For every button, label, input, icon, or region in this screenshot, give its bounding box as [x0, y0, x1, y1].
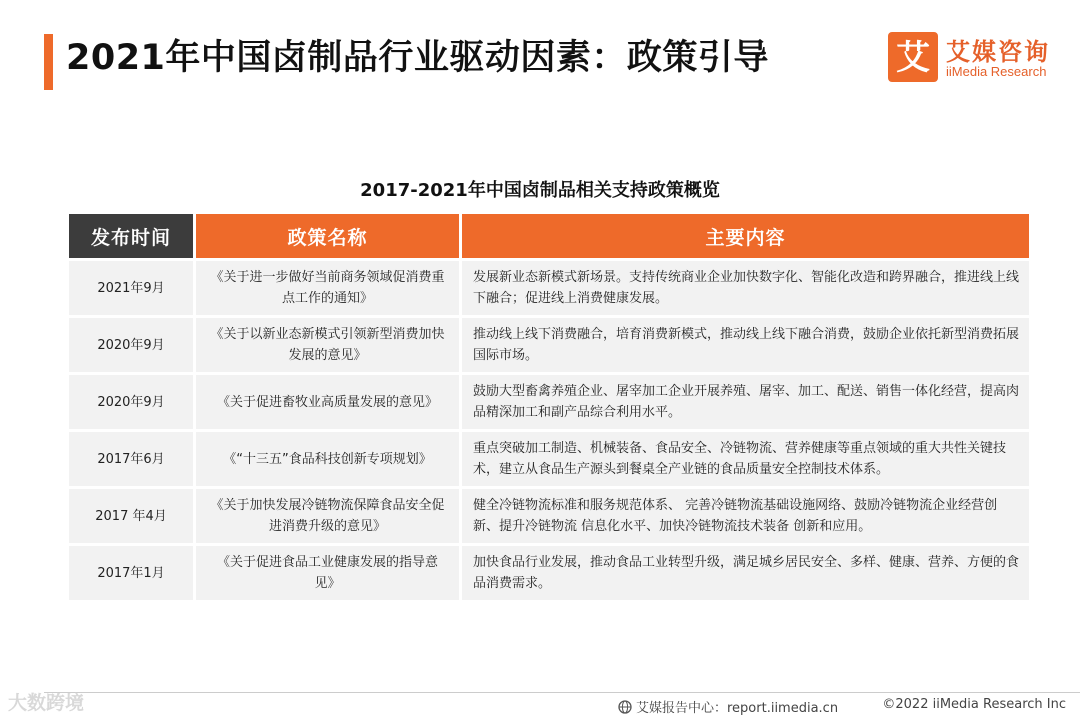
header-main-content: 主要内容	[462, 214, 1029, 258]
footer-source	[618, 697, 838, 716]
row-main-content: 发展新业态新模式新场景。支持传统商业企业加快数字化、智能化改造和跨界融合，推进线上线下融合；促进线上消费健康发展。	[462, 261, 1029, 315]
row-date: 2021年9月	[69, 261, 193, 315]
globe-icon	[618, 700, 632, 714]
row-main-content: 推动线上线下消费融合，培育消费新模式，推动线上线下融合消费，鼓励企业依托新型消费拓展国际市场。	[462, 318, 1029, 372]
watermark: 大数跨境	[8, 692, 85, 714]
logo-mark	[888, 32, 938, 82]
table-row	[69, 546, 1029, 600]
row-policy-name: 《关于加快发展冷链物流保障食品安全促进消费升级的意见》	[196, 489, 459, 543]
row-date: 2020年9月	[69, 318, 193, 372]
row-date: 2020年9月	[69, 375, 193, 429]
header-policy-name: 政策名称	[196, 214, 459, 258]
header-date: 发布时间	[69, 214, 193, 258]
iimedia-logo	[888, 32, 1066, 84]
table-row	[69, 432, 1029, 486]
row-main-content: 加快食品行业发展，推动食品工业转型升级，满足城乡居民安全、多样、健康、营养、方便的食品消费需求。	[462, 546, 1029, 600]
row-main-content: 重点突破加工制造、机械装备、食品安全、冷链物流、营养健康等重点领域的重大共性关键技术，建立从食品生产源头到餐桌全产业链的食品质量安全控制技术体系。	[462, 432, 1029, 486]
row-main-content: 鼓励大型畜禽养殖企业、屠宰加工企业开展养殖、屠宰、加工、配送、销售一体化经营，提高肉品精深加工和副产品综合利用水平。	[462, 375, 1029, 429]
table-title: 2017-2021年中国卤制品相关支持政策概览	[360, 180, 720, 201]
table-row	[69, 375, 1029, 429]
footer-source-text: 艾媒报告中心：report.iimedia.cn	[636, 701, 839, 716]
policy-table	[69, 214, 1029, 603]
footer-copyright: ©2022 iiMedia Research Inc	[882, 697, 1066, 712]
row-date: 2017 年4月	[69, 489, 193, 543]
svg-text:艾: 艾	[896, 38, 930, 78]
row-policy-name: 《关于进一步做好当前商务领域促消费重点工作的通知》	[196, 261, 459, 315]
row-policy-name: 《“十三五”食品科技创新专项规划》	[196, 432, 459, 486]
logo-text-cn: 艾媒咨询	[946, 38, 1050, 66]
row-date: 2017年6月	[69, 432, 193, 486]
table-row	[69, 489, 1029, 543]
row-main-content: 健全冷链物流标准和服务规范体系、 完善冷链物流基础设施网络、鼓励冷链物流企业经营创新、提升冷链物流 信息化水平、加快冷链物流技术装备 创新和应用。	[462, 489, 1029, 543]
page-title: 2021年中国卤制品行业驱动因素：政策引导	[66, 38, 769, 78]
table-header-row	[69, 214, 1029, 258]
row-policy-name: 《关于促进畜牧业高质量发展的意见》	[196, 375, 459, 429]
table-row	[69, 261, 1029, 315]
title-accent-bar	[44, 34, 53, 90]
table-row	[69, 318, 1029, 372]
footer-divider	[44, 692, 1080, 693]
row-policy-name: 《关于促进食品工业健康发展的指导意见》	[196, 546, 459, 600]
row-date: 2017年1月	[69, 546, 193, 600]
row-policy-name: 《关于以新业态新模式引领新型消费加快发展的意见》	[196, 318, 459, 372]
logo-text-en: iiMedia Research	[946, 64, 1047, 79]
